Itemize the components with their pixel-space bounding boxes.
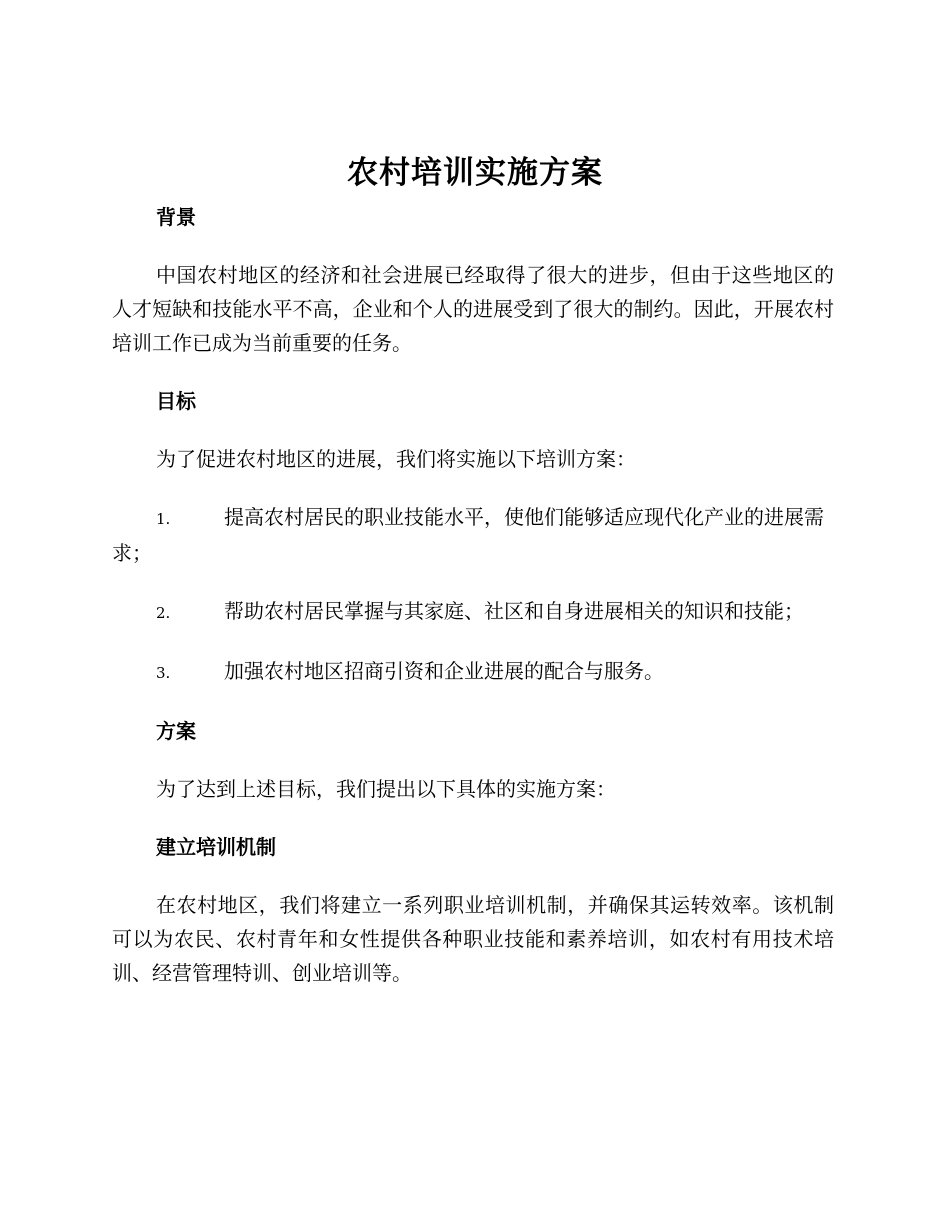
goal-list-item: [112, 654, 834, 690]
list-text: 帮助农村居民掌握与其家庭、社区和自身进展相关的知识和技能；: [224, 599, 804, 623]
goal-heading: 目标: [156, 389, 196, 413]
plan-intro: 为了达到上述目标，我们提出以下具体的实施方案：: [156, 777, 616, 801]
background-heading: 背景: [156, 205, 196, 229]
mechanism-paragraph: 在农村地区，我们将建立一系列职业培训机制，并确保其运转效率。该机制可以为农民、农村青年和女性提供各种职业技能和素养培训，如农村有用技术培训、经营管理特训、创业培训等。: [112, 893, 834, 985]
document-body: [112, 200, 834, 990]
list-number: 1.: [156, 510, 171, 528]
goal-list-item: [112, 594, 834, 630]
list-text: 加强农村地区招商引资和企业进展的配合与服务。: [224, 659, 664, 683]
list-number: 2.: [156, 604, 171, 622]
goal-list-item: [112, 500, 834, 570]
mechanism-heading: 建立培训机制: [156, 835, 276, 859]
list-number: 3.: [156, 664, 171, 682]
document-title: 农村培训实施方案: [347, 155, 603, 191]
background-paragraph: 中国农村地区的经济和社会进展已经取得了很大的进步，但由于这些地区的人才短缺和技能水平不高，企业和个人的进展受到了很大的制约。因此，开展农村培训工作已成为当前重要的任务。: [112, 263, 834, 355]
list-text: 提高农村居民的职业技能水平，使他们能够适应现代化产业的进展需求；: [112, 505, 824, 565]
plan-heading: 方案: [156, 719, 196, 743]
goal-intro: 为了促进农村地区的进展，我们将实施以下培训方案：: [156, 447, 636, 471]
